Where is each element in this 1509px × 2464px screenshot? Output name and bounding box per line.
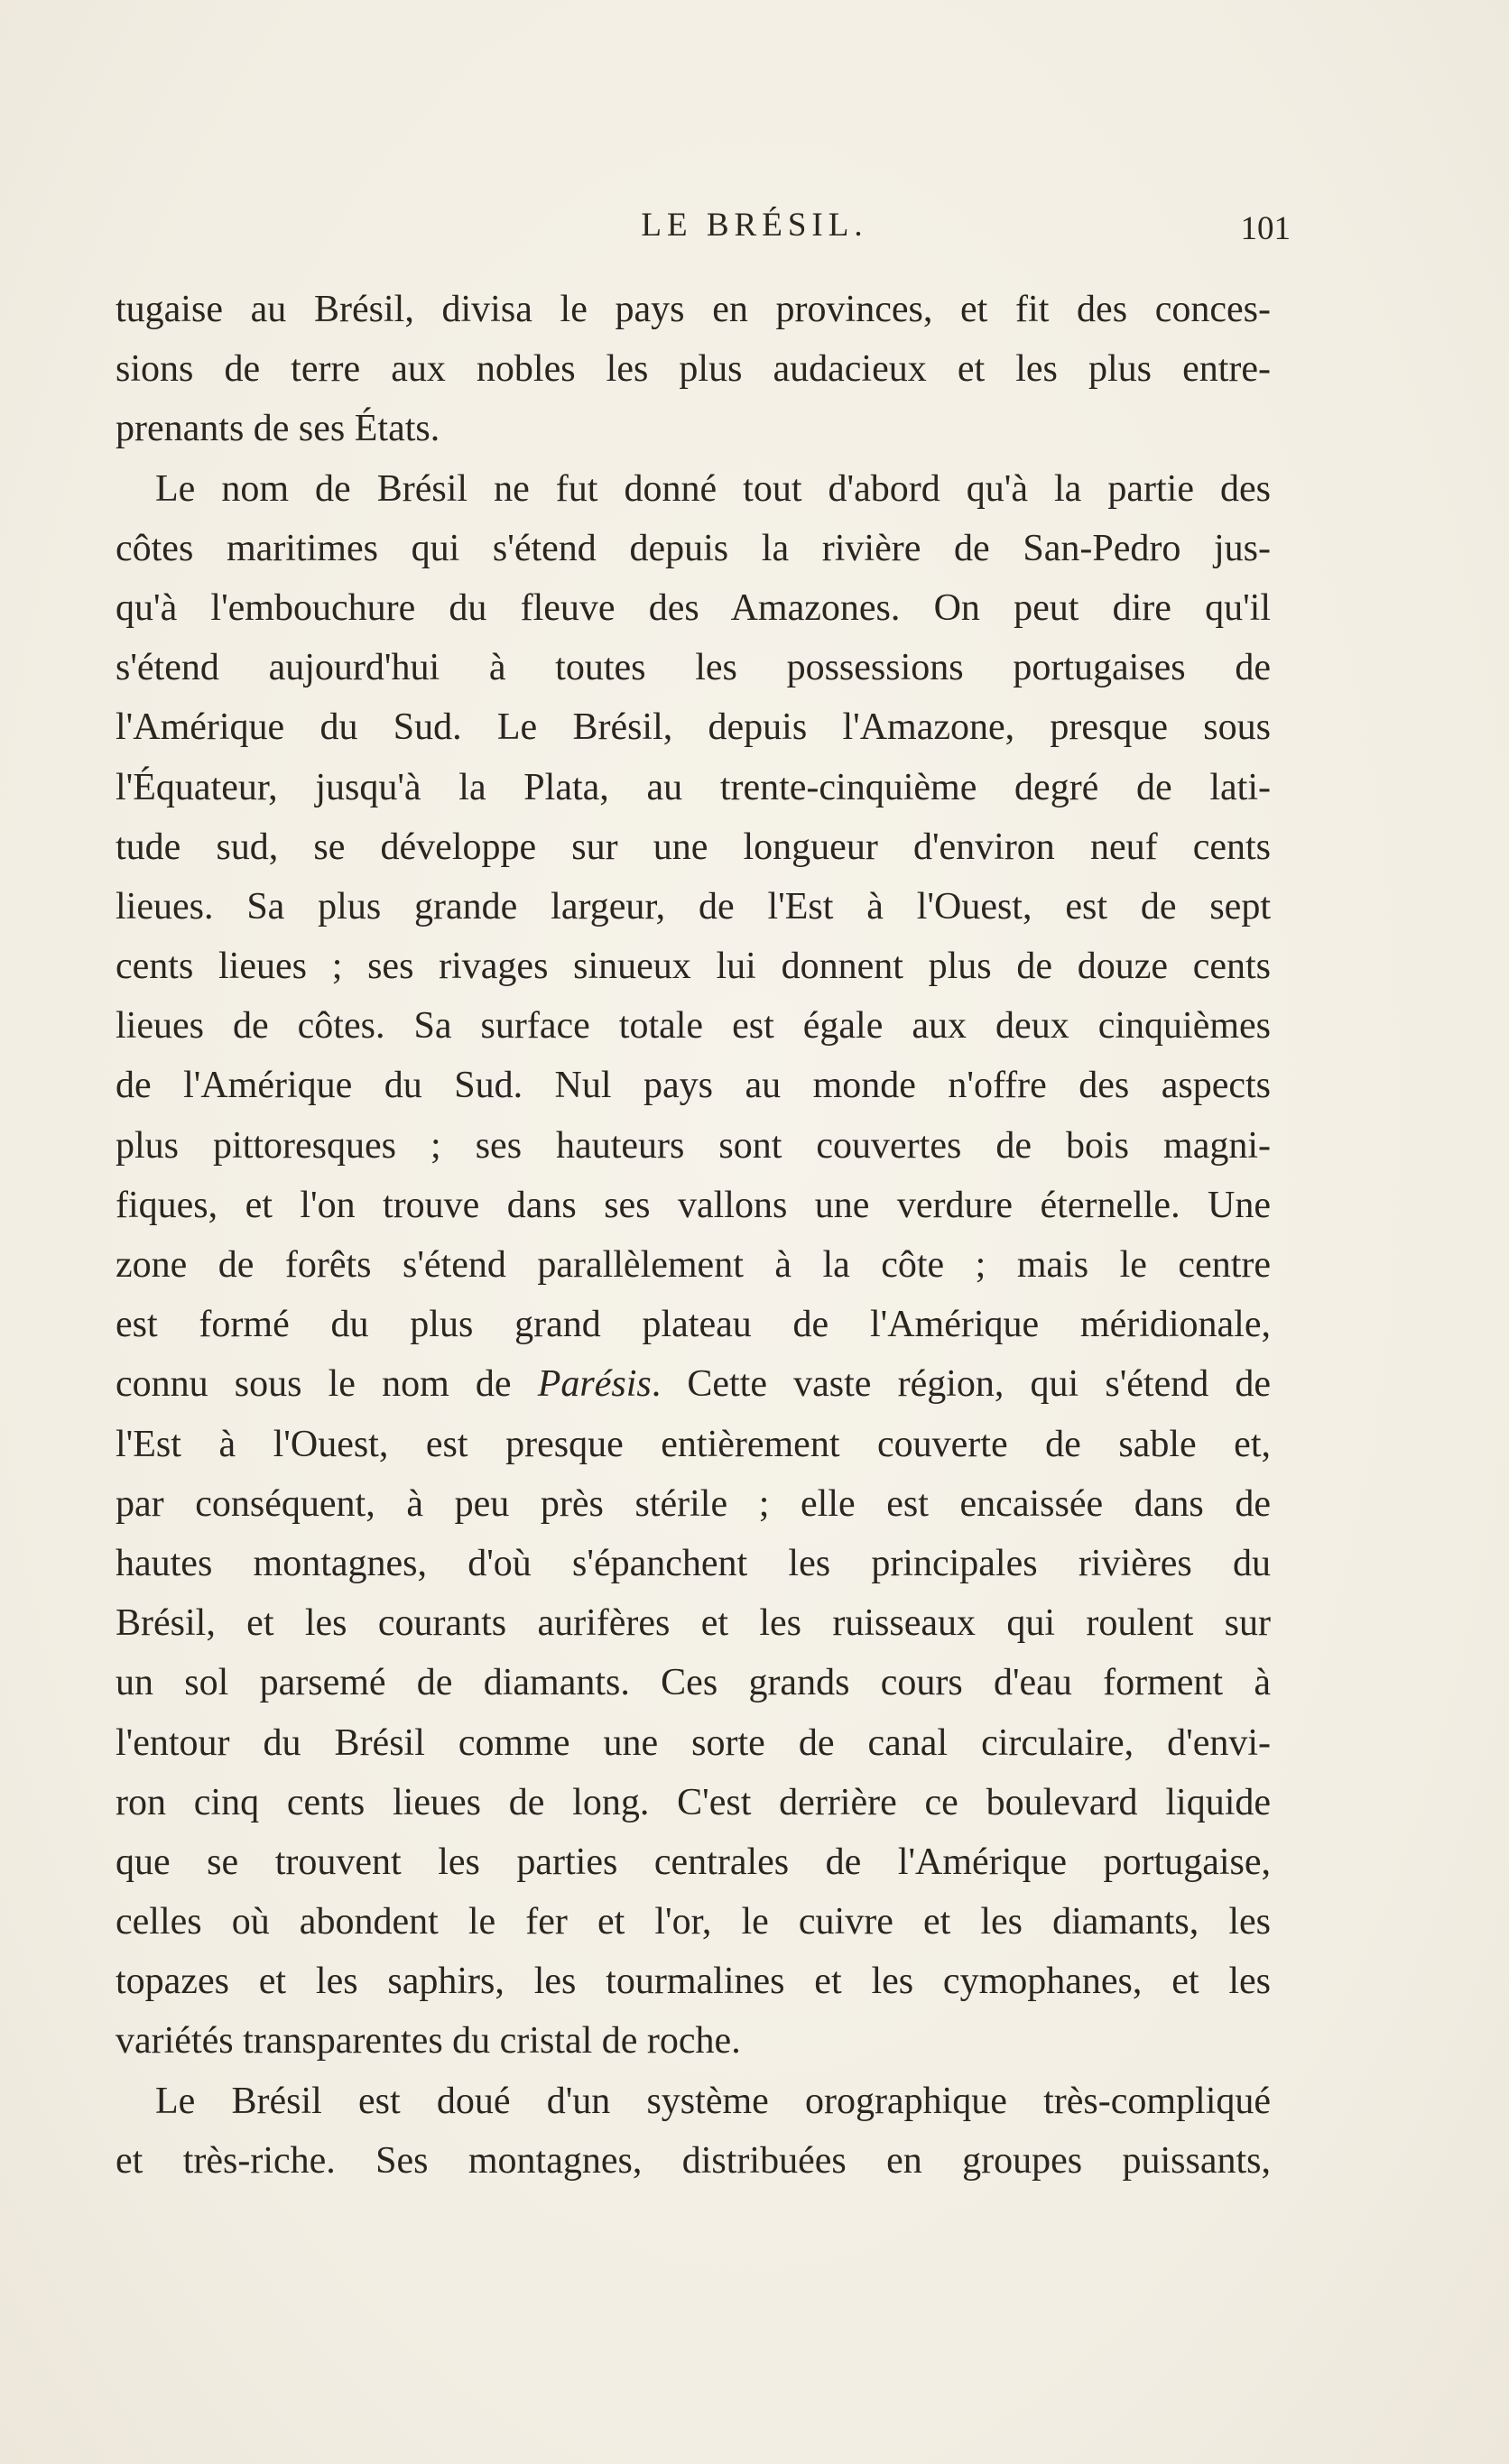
body-text xyxy=(116,280,1271,2191)
text-line: l'Amérique du Sud. Le Brésil, depuis l'Amazone, presque sous xyxy=(116,706,1271,749)
text-line-with-italic xyxy=(116,1354,1271,1414)
running-head: LE BRÉSIL. xyxy=(641,207,868,244)
text-line: par conséquent, à peu près stérile ; elle est encaissée dans de xyxy=(116,1482,1271,1525)
text-line: Brésil, et les courants aurifères et les ruisseaux qui roulent sur xyxy=(116,1602,1271,1645)
text-line: est formé du plus grand plateau de l'Amérique méridionale, xyxy=(116,1304,1271,1346)
text-line: de l'Amérique du Sud. Nul pays au monde n'offre des aspects xyxy=(116,1065,1271,1107)
text-line: celles où abondent le fer et l'or, le cuivre et les diamants, les xyxy=(116,1901,1271,1943)
page-number: 101 xyxy=(1240,210,1291,247)
text-line: et très-riche. Ses montagnes, distribuées en groupes puissants, xyxy=(116,2139,1271,2182)
text-line: un sol parsemé de diamants. Ces grands cours d'eau forment à xyxy=(116,1662,1271,1704)
text-line: topazes et les saphirs, les tourmalines et les cymophanes, et les xyxy=(116,1961,1271,2003)
text-line: Le Brésil est doué d'un système orographique très-compliqué xyxy=(155,2080,1271,2122)
text-line: l'entour du Brésil comme une sorte de canal circulaire, d'envi- xyxy=(116,1721,1271,1764)
text-line: plus pittoresques ; ses hauteurs sont couvertes de bois magni- xyxy=(116,1124,1271,1167)
text-line: prenants de ses États. xyxy=(116,408,440,450)
text-line: que se trouvent les parties centrales de l'Amérique portugaise, xyxy=(116,1841,1271,1883)
text-line: lieues de côtes. Sa surface totale est égale aux deux cinquièmes xyxy=(116,1005,1271,1047)
text-line: tugaise au Brésil, divisa le pays en provinces, et fit des conces- xyxy=(116,289,1271,330)
italic-place-name: Parésis xyxy=(537,1363,652,1406)
text-line: l'Équateur, jusqu'à la Plata, au trente-cinquième degré de lati- xyxy=(116,766,1271,808)
text-line: qu'à l'embouchure du fleuve des Amazones. On peut dire qu'il xyxy=(116,586,1271,629)
text-line: s'étend aujourd'hui à toutes les possessions portugaises de xyxy=(116,647,1271,689)
text-segment: connu sous le nom de xyxy=(116,1363,538,1406)
text-line: fiques, et l'on trouve dans ses vallons une verdure éternelle. Une xyxy=(116,1184,1271,1226)
text-line: ron cinq cents lieues de long. C'est derrière ce boulevard liquide xyxy=(116,1781,1271,1823)
text-segment: . Cette vaste région, qui s'étend de xyxy=(651,1363,1272,1406)
text-line: cents lieues ; ses rivages sinueux lui donnent plus de douze cents xyxy=(116,946,1271,988)
text-line: Le nom de Brésil ne fut donné tout d'abord qu'à la partie des xyxy=(155,467,1271,510)
text-line: côtes maritimes qui s'étend depuis la rivière de San-Pedro jus- xyxy=(116,527,1271,569)
text-line: lieues. Sa plus grande largeur, de l'Est à l'Ouest, est de sept xyxy=(116,885,1271,927)
text-line: l'Est à l'Ouest, est presque entièrement couverte de sable et, xyxy=(116,1423,1271,1465)
text-line: tude sud, se développe sur une longueur d'environ neuf cents xyxy=(116,826,1271,868)
text-line: variétés transparentes du cristal de roche. xyxy=(116,2020,741,2063)
text-line: zone de forêts s'étend parallèlement à la côte ; mais le centre xyxy=(116,1244,1271,1286)
page-header xyxy=(0,206,1509,260)
text-line: hautes montagnes, d'où s'épanchent les principales rivières du xyxy=(116,1542,1271,1584)
text-line: sions de terre aux nobles les plus audacieux et les plus entre- xyxy=(116,348,1271,391)
